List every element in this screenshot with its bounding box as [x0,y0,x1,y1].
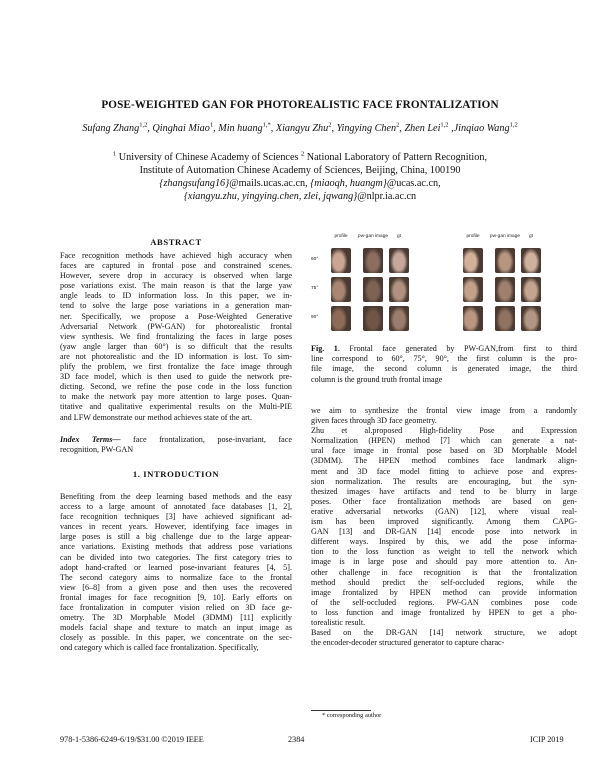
index-terms [60,435,292,455]
text-line: tend to solve the large pose variations in a generation man- [60,301,292,311]
author-sep: , [448,123,454,134]
text-line: thesized images have artifacts and tend to be blurry in large [311,486,577,496]
text-line: access to a large amount of annotated face databases [1, 2], [60,502,292,512]
face-image [389,248,409,273]
email-ids: {xiangyu.zhu, yingying.chen, zlei, jqwang} [183,191,358,202]
text-line: poses. Other face frontalization methods are based on gen- [311,496,577,506]
text-line: vances in recent years. However, identifying face images in [60,522,292,532]
text-line: the encoder-decoder structured generator to capture charac- [311,638,505,648]
text-line: 3D face model, which is then used to guide the network pre- [60,372,292,382]
right-column-body [311,406,577,648]
face-image [331,248,351,273]
text-line: frontal images for face recognition [9, 10]. Early efforts on [60,592,292,602]
text-line: Face recognition methods have achieved high accuracy when [60,251,292,260]
text-line: of the self-occluded regions. PW-GAN combines pose code [311,597,577,607]
intro-heading: 1. INTRODUCTION [132,469,220,479]
text-line: Benefiting from the deep learning based methods and the easy [60,492,292,501]
face-image [495,277,515,302]
text-line: given faces through 3D face geometry. [311,416,437,426]
face-image [521,277,541,302]
text-line: However, severe drop in accuracy is observed when large [60,271,292,281]
author-affil-mark: 1,2 [440,121,449,129]
author-sep: , [213,123,219,134]
email-ids: {miaoqh, huangm} [310,178,387,189]
text-line: (yaw angle larger than 60°) is so difficult that the results [60,341,292,351]
email-domain[interactable]: @nlpr.ia.ac.cn [357,191,417,202]
text-line: pose variations exist. The main reason is that the large yaw [60,281,292,291]
figure-row-label: 75° [311,286,319,291]
face-image [495,248,515,273]
text-line: tion to the loss function as weight to tell the network which [311,547,577,557]
text-line: faces are captured in frontal pose and constrained scenes. [60,261,292,271]
face-image [389,277,409,302]
text-line: dicting. Second, we refine the pose code in the loss function [60,382,292,392]
email-domain[interactable]: @ucas.ac.cn, [386,178,441,189]
author-affil-mark: 2 [396,121,400,129]
text-line: Normalization (HPEN) method [7] which can generate a nat- [311,436,577,446]
text-line: closely as possible. In this paper, we concentrate on the sec- [60,633,292,643]
text-line: to loss function and image frontalized by HPEN to get a pho- [311,607,577,617]
face-image [521,248,541,273]
author-sep: , [399,123,405,134]
footnote-rule [311,710,371,711]
text-line: other challenge in face recognition is that the frontalization [311,567,577,577]
figure-column-label: gt [528,234,534,239]
affil-mark: 1 [112,150,117,158]
text-line: and LFW demonstrate our method achieves state of the art. [60,412,253,422]
index-terms-line [60,435,292,445]
face-image [521,306,541,331]
author-name: Xiangyu Zhu [275,123,329,134]
figure-caption [311,344,577,385]
text-line: ond category which is called face frontalization. Specifically, [60,643,259,653]
author-name: Yingying Chen [336,123,397,134]
text-line: titative and qualitative experimental results on the Multi-PIE [60,402,292,412]
figure-column-label: gt [396,234,402,239]
text-line: Based on the DR-GAN [14] network structure, we adopt [311,628,577,638]
face-image [363,306,383,331]
author-affil-mark: 1,2 [509,121,518,129]
text-line: torealistic result. [311,617,366,627]
author-affil-mark: 2 [328,121,332,129]
face-image [389,306,409,331]
affiliations [0,151,600,203]
text-line: (3DMM). The HPEN method combines face landmark align- [311,456,577,466]
paper-title: POSE-WEIGHTED GAN FOR PHOTOREALISTIC FACE FRONTALIZATION [101,99,499,111]
footer-conference: ICIP 2019 [530,735,564,744]
affil-text: National Laboratory of Pattern Recognition, [304,152,487,163]
figure-row-label: 60° [311,257,319,262]
affil-mark: 2 [300,150,305,158]
figure-row-label: 90° [311,315,319,320]
caption-line: column is the ground truth frontal image [311,374,443,384]
author-name: Jinqiao Wang [453,123,510,134]
text-line: ism has been improved significantly. Among them CAPG- [311,517,577,527]
text-line: method should predict the self-occluded regions, while the [311,577,577,587]
text-line: ural face image in frontal pose based on 3D Morphable Model [311,446,577,456]
text-line: ance variations. Existing methods that address pose variations [60,542,292,552]
author-name: Min huang [218,123,263,134]
text-line: image frontalized by HPEN method can provide information [311,587,577,597]
index-terms-text: face frontalization, pose-invariant, face [120,435,292,444]
figure-column-label: pw-gan image [357,234,389,239]
figure-column-label: profile [334,234,348,239]
author-sep: , [270,123,276,134]
text-line: The second category aims to normalize face to the frontal [60,572,292,582]
text-line: different ways. Inspired by this, we add the pose informa- [311,537,577,547]
text-line: erative adversarial networks (GAN) [12], where visual real- [311,506,577,516]
face-image [463,248,483,273]
footer-page-number: 2384 [288,735,305,744]
author-name: Sufang Zhang [82,123,140,134]
text-line: Zhu et al.proposed High-fidelity Pose and Expression [311,426,577,436]
text-line: face frontalization in computer vision relied on 3D face ge- [60,603,292,613]
text-line: to make the network pay more attention to large poses. Quan- [60,392,292,402]
index-terms-label: Index Terms— [60,435,121,444]
text-line: face recognition techniques [3] have achieved significant ad- [60,512,292,522]
footer-copyright: 978-1-5386-6249-6/19/$31.00 ©2019 IEEE [60,735,204,744]
text-line: plify the problem, we first frontalize the face image through [60,362,292,372]
text-line: angle leads to ID information loss. In this paper, we in- [60,291,292,301]
author-affil-mark: 1 [209,121,214,129]
caption-line: line correspond to 60°, 75°, 90°, the first column is the pro- [311,354,577,364]
index-terms-line: recognition, PW-GAN [60,445,134,455]
abstract-heading: ABSTRACT [150,237,202,247]
intro-body [60,492,292,654]
text-line: ment and 3D face model fitting to achieve pose and expres- [311,466,577,476]
email-line [0,190,600,203]
email-ids: {zhangsufang16} [159,178,230,189]
face-image [363,277,383,302]
figure-1 [311,232,577,338]
text-line: adopt hand-crafted or learned pose-invariant features [4, 5]. [60,562,292,572]
affiliation-line [0,151,600,164]
text-line: image is in large pose and should pay more attention to. An- [311,557,577,567]
face-image [463,277,483,302]
caption-line [311,344,577,354]
author-name: Qinghai Miao [152,123,210,134]
text-line: Adversarial Network (PW-GAN) for photorealistic frontal [60,321,292,331]
abstract-body [60,251,292,423]
figure-column-label: pw-gan image [489,234,521,239]
email-domain[interactable]: @mails.ucas.ac.cn, [229,178,308,189]
text-line: GAN [13] and DR-GAN [14] encode pose into network in [311,527,577,537]
affil-text: University of Chinese Academy of Sciences [116,152,301,163]
text-line: view [6–8] from a given pose and then uses the recovered [60,582,292,592]
text-line: we aim to synthesize the frontal view image from a randomly [311,406,577,415]
text-line: can be divided into two categories. The first category tries to [60,552,292,562]
author-sep: , [331,123,337,134]
affiliation-line: Institute of Automation Chinese Academy of Sciences, Beijing, China, 100190 [139,165,461,176]
author-list [0,123,600,134]
text-line: large poses is still a big challenge due to the large appear- [60,532,292,542]
text-line: models facial shape and texture to match an input image as [60,623,292,633]
caption-line: file image, the second column is generated image, the third [311,364,577,374]
text-line: ner. Specifically, we propose a Pose-Weighted Generative [60,311,292,321]
caption-text: . Frontal face generated by PW-GAN,from first to third [337,344,577,353]
text-line: sion normalization. The results are encouraging, but the syn- [311,476,577,486]
author-name: Zhen Lei [404,123,441,134]
face-image [463,306,483,331]
author-affil-mark: 1,2 [139,121,148,129]
face-image [331,306,351,331]
face-image [331,277,351,302]
email-line [0,177,600,190]
author-affil-mark: 1,* [262,121,271,129]
figure-column-label: profile [466,234,480,239]
text-line: are not photorealistic and the ID information is lost. To sim- [60,351,292,361]
face-image [495,306,515,331]
caption-label: Fig. 1 [311,344,338,353]
text-line: ometry. The 3D Morphable Model (3DMM) [11] explicitly [60,613,292,623]
footnote: * corresponding author [322,712,382,719]
text-line: view synthesis. We find frontalizing the faces in large poses [60,331,292,341]
face-image [363,248,383,273]
author-sep: , [147,123,153,134]
